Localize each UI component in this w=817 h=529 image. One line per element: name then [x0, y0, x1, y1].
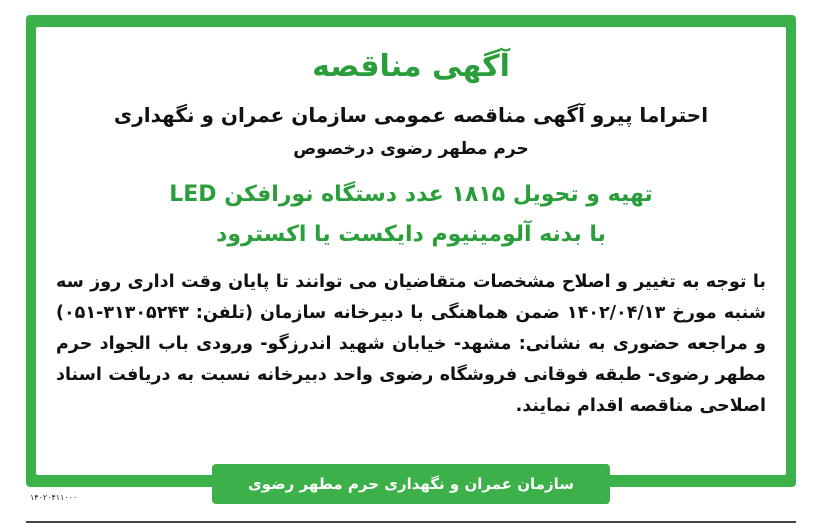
subject-line-2: با بدنه آلومینیوم دایکست یا اکسترود	[216, 222, 606, 247]
bottom-divider	[26, 521, 796, 523]
ad-title: آگهی مناقصه	[312, 49, 510, 84]
ad-content	[36, 27, 786, 475]
footer-organization-bar	[212, 464, 610, 504]
footer-organization-name: سازمان عمران و نگهداری حرم مطهر رضوی	[248, 475, 574, 493]
intro-line-1: احتراما پیرو آگهی مناقصه عمومی سازمان عمران و نگهداری	[113, 103, 709, 127]
ad-code: ۱۴۰۲۰۴۱۱۰۰۰	[30, 493, 78, 502]
subject-line-1: تهیه و تحویل ۱۸۱۵ عدد دستگاه نورافکن LED	[169, 182, 653, 207]
ad-body-text: با توجه به تغییر و اصلاح مشخصات متقاضیان می توانند تا پایان وقت اداری روز سه شنبه مورخ ۱۴۰۲/۰۴/۱۳ ضمن هماهنگی با دبیرخانه سازمان (تلفن: ۳۱۳۰۵۲۴۳-۰۵۱) و مراجعه حضوری به نشانی: مشهد- خیابان شهید اندرزگو- ورودی باب الجواد حرم مطهر رضوی- طبقه فوقانی فروشگاه رضوی واحد دبیرخانه نسبت به دریافت اسناد اصلاحی مناقصه اقدام نمایند.	[56, 272, 766, 416]
intro-line-2: حرم مطهر رضوی درخصوص	[293, 139, 529, 159]
ad-frame	[26, 15, 796, 487]
